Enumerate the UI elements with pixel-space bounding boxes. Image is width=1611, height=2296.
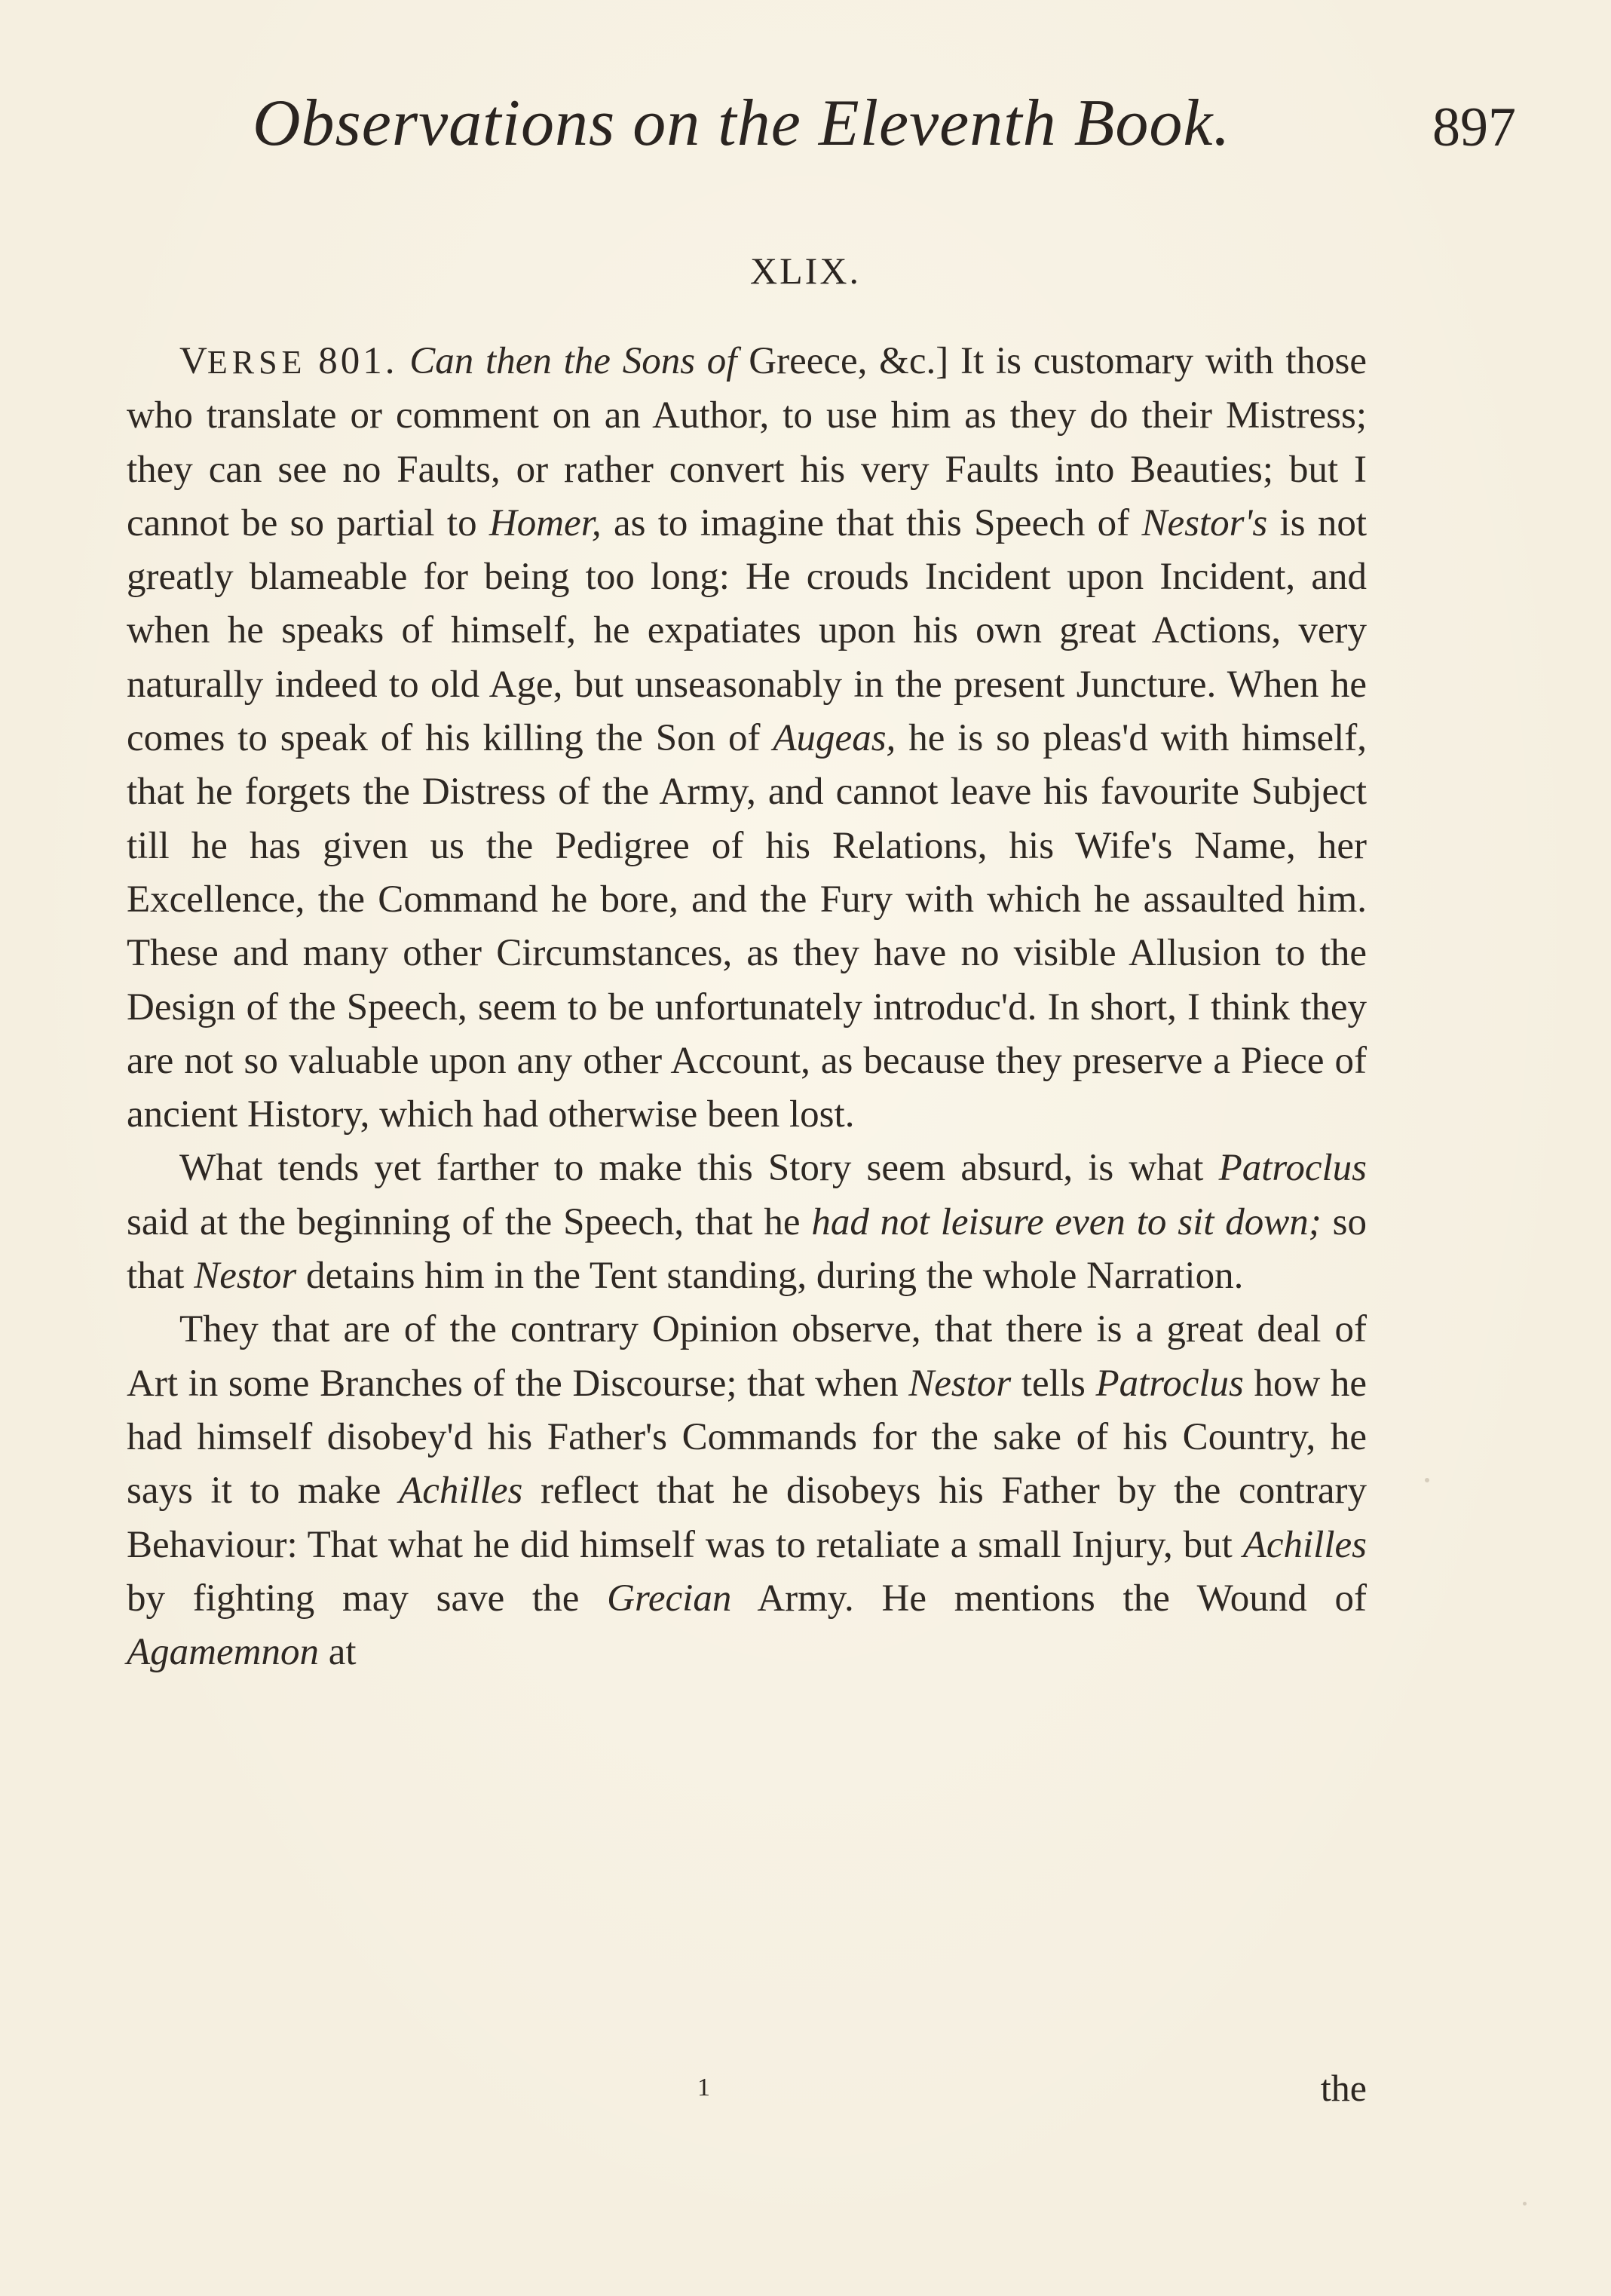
- catchline: [127, 2061, 1367, 2114]
- text-segment: how he had himself disobey'd his Father's Commands for the sake of his Country, he says it to make: [127, 1362, 1368, 1513]
- text-segment: reflect that he disobeys his Father by the contrary Behaviour: That what he did himself was to retaliate a small Injury, but: [127, 1470, 1368, 1566]
- verse-label-rest: ERSE: [207, 344, 307, 381]
- body-text: [127, 335, 1367, 1679]
- text-segment: by fighting may save the: [127, 1577, 580, 1620]
- name-patroclus: Patroclus: [1218, 1147, 1368, 1190]
- text-segment: What tends yet farther to make this Story seem absurd, is what: [179, 1147, 1204, 1190]
- text-segment: at: [328, 1631, 357, 1674]
- text-segment: said at the beginning of the Speech, that he: [127, 1200, 801, 1243]
- name-grecian: Grecian: [607, 1577, 732, 1620]
- page-number: 897: [1432, 97, 1516, 158]
- name-homer: Homer,: [489, 501, 602, 544]
- paper-speck: [1523, 2202, 1527, 2206]
- lemma-italic: Can then the Sons of: [409, 340, 737, 382]
- name-augeas: Augeas,: [773, 717, 896, 760]
- text-segment: Army. He mentions the Wound of: [757, 1577, 1367, 1620]
- name-nestor: Nestor: [908, 1362, 1012, 1405]
- paragraph-2: [127, 1142, 1367, 1303]
- signature-mark: 1: [697, 2074, 710, 2101]
- paragraph-3: [127, 1303, 1367, 1679]
- text-segment: so that: [127, 1200, 1367, 1298]
- catchword: the: [1320, 2067, 1367, 2109]
- name-nestor: Nestor's: [1141, 501, 1268, 544]
- name-nestor: Nestor: [194, 1255, 297, 1298]
- text-segment: It is customary with those who translate or comment on an Author, to use him as they do their Mistress; they can see no Faults, or rather convert his very Faults into Beauties; but I cannot be so partial to: [127, 340, 1368, 544]
- running-title: Observations on the Eleventh Book.: [253, 87, 1231, 160]
- verse-number: 801.: [318, 340, 398, 382]
- quote-italic: had not leisure even to sit down;: [811, 1200, 1322, 1243]
- name-agamemnon: Agamemnon: [127, 1631, 319, 1674]
- text-segment: detains him in the Tent standing, during the whole Narration.: [306, 1255, 1244, 1298]
- name-patroclus: Patroclus: [1095, 1362, 1244, 1405]
- text-segment: he is so pleas'd with himself, that he forgets the Distress of the Army, and cannot leave his favourite Subject till he has given us the Pedigree of his Relations, his Wife's Name, her Excellence, the Command he bore, and the Fury with which he assaulted him. These and many other Circumstances, as they have no visible Allusion to the Design of the Speech, seem to be unfortunately introduc'd. In short, I think they are not so valuable upon any other Account, as because they preserve a Piece of ancient History, which had otherwise been lost.: [127, 717, 1367, 1136]
- text-segment: as to imagine that this Speech of: [613, 501, 1130, 544]
- section-number: XLIX.: [750, 250, 861, 292]
- text-segment: tells: [1021, 1362, 1086, 1405]
- verse-label-initial: V: [179, 340, 207, 382]
- paper-speck: [1425, 1478, 1429, 1482]
- lemma-roman: Greece, &c.]: [749, 340, 949, 382]
- paragraph-1: [127, 335, 1367, 1142]
- text-segment: is not greatly blameable for being too long: He crouds Incident upon Incident, and when he speaks of himself, he expatiates upon his own great Actions, very naturally indeed to old Age, but unseasonably in the present Juncture. When he comes to speak of his killing the Son of: [127, 501, 1368, 760]
- text-segment: They that are of the contrary Opinion observe, that there is a great deal of Art in some Branches of the Discourse; that when: [127, 1308, 1367, 1405]
- name-achilles: Achilles: [399, 1470, 523, 1513]
- name-achilles: Achilles: [1242, 1523, 1367, 1566]
